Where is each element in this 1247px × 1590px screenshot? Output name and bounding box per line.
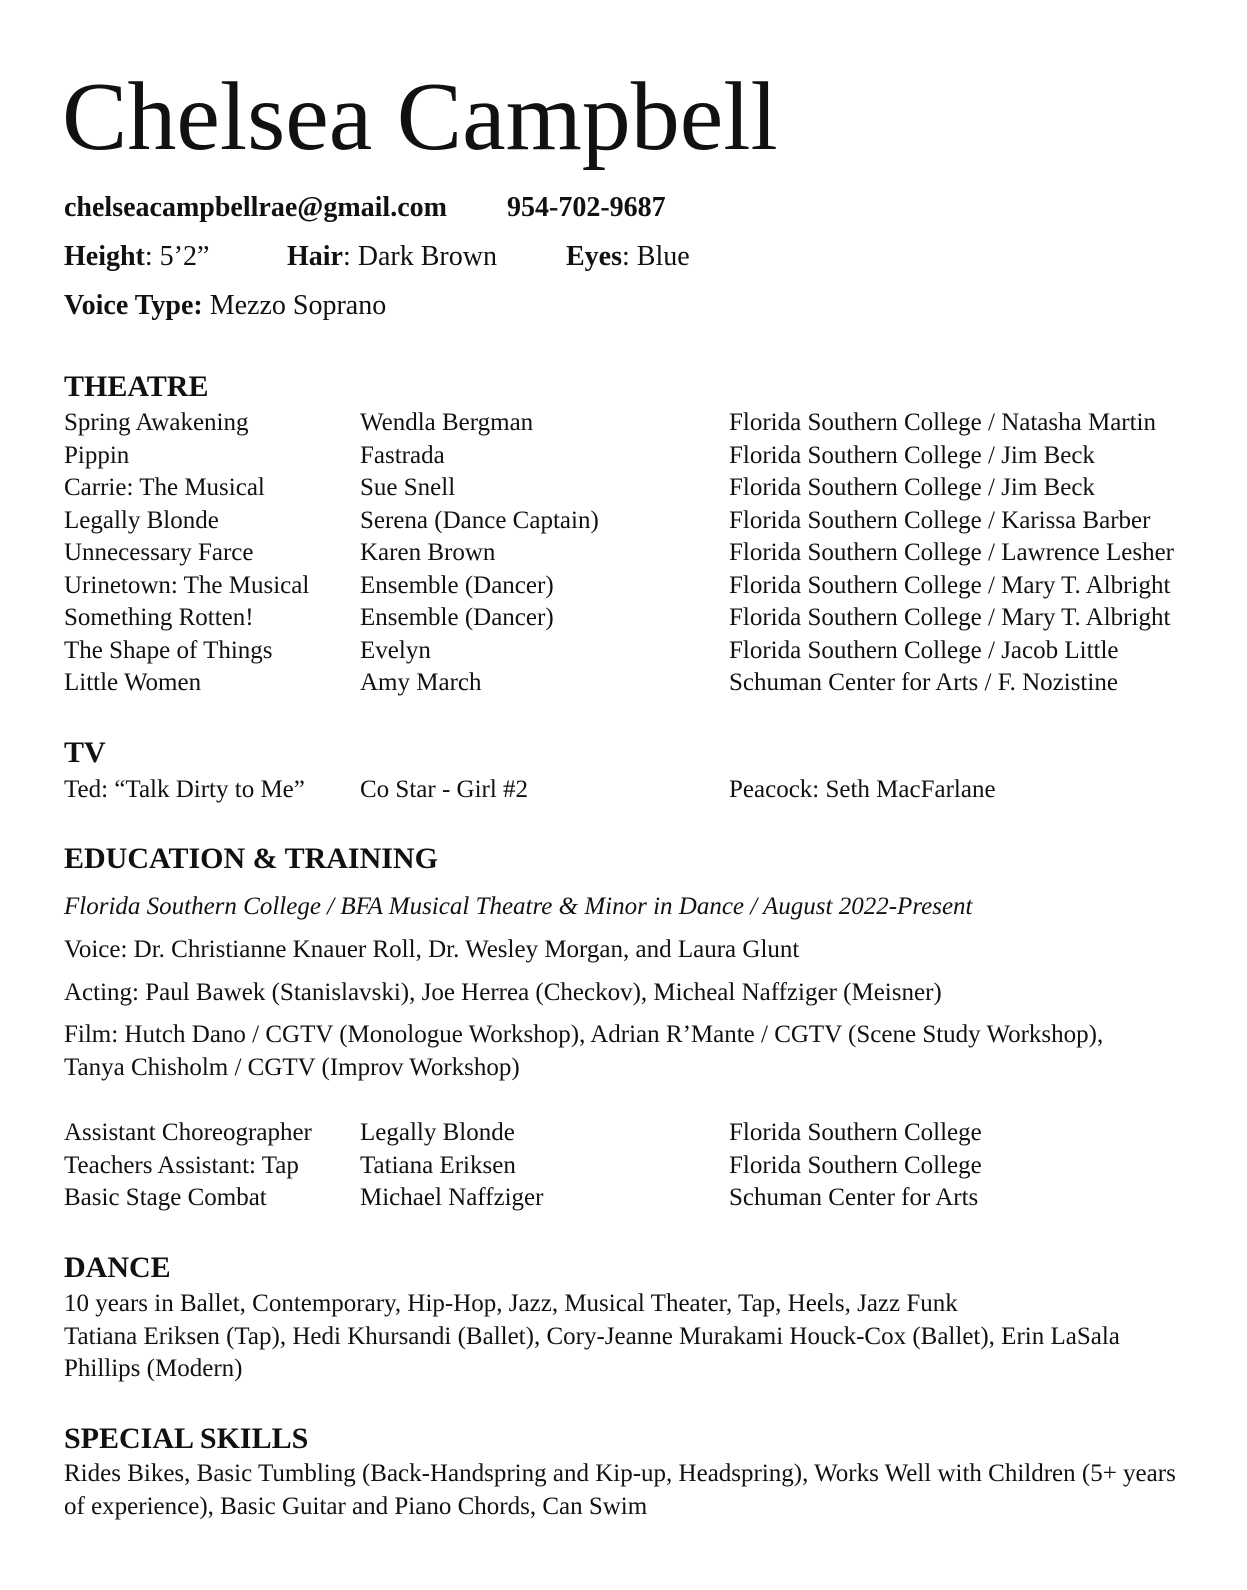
hair-value: : Dark Brown: [343, 241, 497, 272]
role: Ensemble (Dancer): [360, 604, 554, 631]
role: Fastrada: [360, 441, 445, 469]
venue-director: Florida Southern College / Jacob Little: [729, 636, 1119, 664]
theatre-row: [0, 537, 1247, 570]
training-detail: Tatiana Eriksen: [360, 1151, 516, 1179]
dance-teachers: Tatiana Eriksen (Tap), Hedi Khursandi (Ballet), Cory-Jeanne Murakami Houck-Cox (Ballet), Erin LaSala Phillips (Modern): [64, 1322, 1120, 1382]
theatre-row: [0, 472, 1247, 505]
eyes-value: : Blue: [622, 241, 690, 272]
theatre-row: [0, 440, 1247, 473]
height-attribute: [64, 239, 209, 275]
tv-heading: TV: [64, 736, 106, 769]
training-venue: Schuman Center for Arts: [729, 1184, 979, 1211]
theatre-heading: THEATRE: [64, 370, 209, 403]
training-role: Basic Stage Combat: [64, 1184, 267, 1211]
venue-director: Florida Southern College / Jim Beck: [729, 441, 1095, 469]
dance-heading: DANCE: [64, 1251, 171, 1284]
show-title: Pippin: [64, 441, 130, 469]
show-title: Carrie: The Musical: [64, 474, 265, 501]
show-title: Legally Blonde: [64, 506, 219, 534]
theatre-row: [0, 635, 1247, 668]
education-film: Film: Hutch Dano / CGTV (Monologue Workshop), Adrian R’Mante / CGTV (Scene Study Workshop), Tanya Chisholm / CGTV (Improv Workshop): [64, 1021, 1104, 1081]
show-title: Something Rotten!: [64, 604, 254, 631]
theatre-row: [0, 570, 1247, 603]
role: Evelyn: [360, 636, 431, 664]
venue-director: Schuman Center for Arts / F. Nozistine: [729, 669, 1118, 696]
education-heading: EDUCATION & TRAINING: [64, 842, 438, 875]
show-title: The Shape of Things: [64, 636, 273, 664]
role: Amy March: [360, 669, 482, 696]
show-title: Little Women: [64, 669, 202, 696]
training-row: [0, 1150, 1247, 1183]
role: Karen Brown: [360, 539, 496, 566]
role: Sue Snell: [360, 474, 456, 501]
height-label: Height: [64, 241, 145, 272]
training-role: Assistant Choreographer: [64, 1119, 312, 1146]
voice-type-value: Mezzo Soprano: [202, 290, 387, 321]
phone-number: 954-702-9687: [507, 192, 666, 223]
venue-director: Florida Southern College / Mary T. Albright: [729, 571, 1171, 599]
network-director: Peacock: Seth MacFarlane: [729, 776, 996, 803]
eyes-label: Eyes: [566, 241, 622, 272]
training-role: Teachers Assistant: Tap: [64, 1151, 299, 1179]
training-detail: Michael Naffziger: [360, 1184, 544, 1211]
education-school: Florida Southern College / BFA Musical Theatre & Minor in Dance / August 2022-Present: [64, 893, 973, 920]
hair-label: Hair: [287, 241, 343, 272]
education-acting: Acting: Paul Bawek (Stanislavski), Joe Herrea (Checkov), Micheal Naffziger (Meisner): [64, 979, 942, 1006]
training-venue: Florida Southern College: [729, 1151, 982, 1179]
venue-director: Florida Southern College / Jim Beck: [729, 474, 1095, 501]
show-title: Spring Awakening: [64, 409, 249, 436]
name-title: Chelsea Campbell: [62, 63, 778, 171]
role: Ensemble (Dancer): [360, 571, 554, 599]
training-row: [0, 1182, 1247, 1215]
tv-row: [0, 774, 1247, 807]
education-voice: Voice: Dr. Christianne Knauer Roll, Dr. Wesley Morgan, and Laura Glunt: [64, 936, 800, 963]
role: Serena (Dance Captain): [360, 506, 599, 534]
show-title: Urinetown: The Musical: [64, 571, 310, 599]
special-skills-heading: SPECIAL SKILLS: [64, 1422, 309, 1455]
venue-director: Florida Southern College / Lawrence Lesher: [729, 539, 1174, 566]
voice-type-attribute: [64, 288, 386, 324]
role: Co Star - Girl #2: [360, 776, 529, 803]
voice-type-label: Voice Type:: [64, 290, 203, 321]
training-venue: Florida Southern College: [729, 1119, 982, 1146]
training-row: [0, 1117, 1247, 1150]
eyes-attribute: [566, 239, 690, 275]
theatre-row: [0, 505, 1247, 538]
venue-director: Florida Southern College / Karissa Barber: [729, 506, 1151, 534]
theatre-row: [0, 407, 1247, 440]
special-skills-text: Rides Bikes, Basic Tumbling (Back-Handspring and Kip-up, Headspring), Works Well with Children (5+ years of experience), Basic Guitar and Piano Chords, Can Swim: [64, 1460, 1176, 1520]
show-title: Ted: “Talk Dirty to Me”: [64, 776, 305, 803]
hair-attribute: [287, 239, 497, 275]
training-detail: Legally Blonde: [360, 1119, 515, 1146]
show-title: Unnecessary Farce: [64, 539, 254, 566]
venue-director: Florida Southern College / Natasha Martin: [729, 409, 1157, 436]
venue-director: Florida Southern College / Mary T. Albright: [729, 604, 1171, 631]
dance-experience: 10 years in Ballet, Contemporary, Hip-Hop, Jazz, Musical Theater, Tap, Heels, Jazz Funk: [64, 1290, 958, 1317]
theatre-row: [0, 667, 1247, 700]
email-address: chelseacampbellrae@gmail.com: [64, 192, 447, 223]
theatre-row: [0, 602, 1247, 635]
height-value: : 5’2”: [144, 241, 210, 272]
role: Wendla Bergman: [360, 409, 534, 436]
